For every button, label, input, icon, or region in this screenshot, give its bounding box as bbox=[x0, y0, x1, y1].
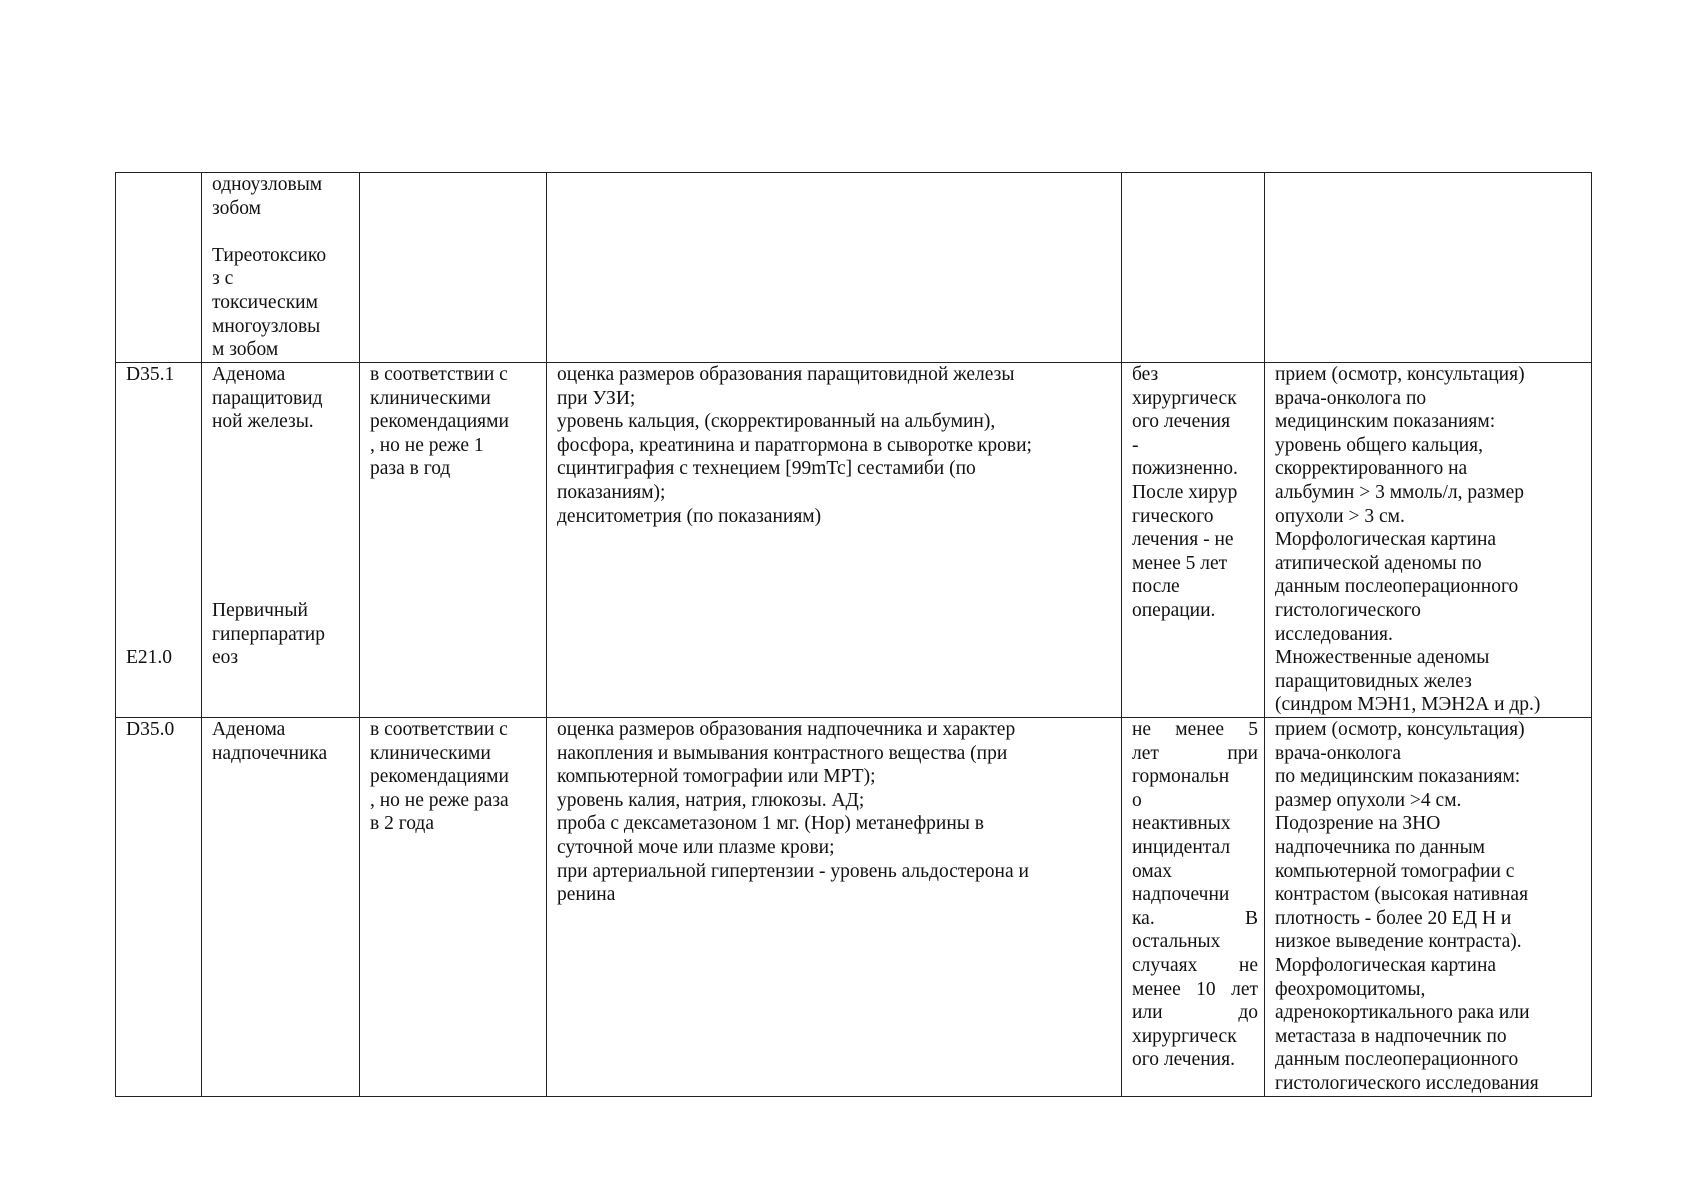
text-line: (синдром МЭН1, МЭН2А и др.) bbox=[1275, 694, 1541, 716]
frequency-text bbox=[370, 363, 540, 481]
text-line: Первичный bbox=[212, 600, 308, 621]
text-line: рекомендациями bbox=[370, 411, 509, 433]
exam-cell bbox=[547, 173, 1122, 363]
diagnosis-text bbox=[212, 718, 353, 765]
duration-text bbox=[1132, 718, 1258, 1072]
text-line: лечения - не bbox=[1132, 529, 1234, 551]
diagnosis-text bbox=[212, 363, 353, 434]
text-line: менее 5 лет bbox=[1132, 552, 1228, 574]
text-line: , но не реже 1 bbox=[370, 434, 484, 456]
referral-cell bbox=[1265, 173, 1592, 363]
code-cell bbox=[116, 718, 202, 1097]
icd-code: D35.0 bbox=[126, 719, 175, 740]
text-line: Морфологическая картина bbox=[1275, 529, 1497, 551]
duration-cell bbox=[1122, 173, 1265, 363]
text-line: суточной моче или плазме крови; bbox=[557, 836, 835, 858]
text-line: в соответствии с bbox=[370, 719, 508, 740]
diagnosis-text bbox=[212, 599, 325, 670]
text-line: операции. bbox=[1132, 599, 1216, 621]
text-line: многоузловы bbox=[212, 315, 321, 337]
text-line: клиническими bbox=[370, 742, 491, 764]
text-line: ной железы. bbox=[212, 411, 314, 433]
text-line: остальных bbox=[1132, 931, 1221, 953]
text-line: компьютерной томографии или МРТ); bbox=[557, 766, 876, 788]
text-line: инцидентал bbox=[1132, 836, 1231, 858]
text-line: токсическим bbox=[212, 291, 318, 313]
text-line: при артериальной гипертензии - уровень альдостерона и bbox=[557, 860, 1029, 882]
text-line: одноузловым bbox=[212, 174, 323, 195]
text-line: данным послеоперационного bbox=[1275, 576, 1519, 598]
text-line: компьютерной томографии с bbox=[1275, 860, 1515, 882]
code-cell bbox=[116, 363, 202, 718]
duration-cell bbox=[1122, 718, 1265, 1097]
diagnosis-cell bbox=[202, 363, 360, 718]
text-line: Аденома bbox=[212, 719, 286, 740]
referral-text bbox=[1275, 363, 1585, 717]
text-line: опухоли > 3 см. bbox=[1275, 505, 1405, 527]
text-line: прием (осмотр, консультация) bbox=[1275, 364, 1525, 385]
text-line: гистологического bbox=[1275, 599, 1421, 621]
text-line: адренокортикального рака или bbox=[1275, 1002, 1530, 1024]
text-line: паращитовидных желез bbox=[1275, 670, 1472, 692]
text-line: ка. В bbox=[1132, 907, 1258, 929]
clinical-observation-table bbox=[115, 172, 1592, 1097]
text-line: - bbox=[1132, 434, 1139, 456]
text-line: о bbox=[1132, 789, 1142, 811]
text-line: з с bbox=[212, 268, 234, 290]
frequency-cell bbox=[360, 363, 547, 718]
text-line: еоз bbox=[212, 647, 239, 669]
text-line: плотность - более 20 ЕД Н и bbox=[1275, 907, 1512, 929]
text-line: ого лечения bbox=[1132, 411, 1231, 433]
text-line: оценка размеров образования паращитовидной железы bbox=[557, 364, 1015, 385]
text-line: медицинским показаниям: bbox=[1275, 411, 1496, 433]
text-line: паращитовид bbox=[212, 387, 323, 409]
text-line: после bbox=[1132, 576, 1180, 598]
text-line: надпочечника bbox=[212, 742, 328, 764]
diagnosis-cell bbox=[202, 718, 360, 1097]
text-line: атипической аденомы по bbox=[1275, 552, 1482, 574]
text-line: Аденома bbox=[212, 364, 286, 385]
frequency-cell bbox=[360, 718, 547, 1097]
text-line: м зобом bbox=[212, 339, 279, 361]
text-line: размер опухоли >4 см. bbox=[1275, 789, 1462, 811]
text-line bbox=[212, 220, 353, 244]
text-line: раза в год bbox=[370, 458, 451, 480]
text-line: гического bbox=[1132, 505, 1214, 527]
text-line: альбумин > 3 ммоль/л, размер bbox=[1275, 481, 1524, 503]
diagnosis-text bbox=[212, 173, 353, 362]
text-line: , но не реже раза bbox=[370, 789, 509, 811]
text-line: врача-онколога по bbox=[1275, 387, 1427, 409]
text-line: гиперпаратир bbox=[212, 623, 325, 645]
text-line: пожизненно. bbox=[1132, 458, 1238, 480]
text-line: уровень общего кальция, bbox=[1275, 434, 1484, 456]
duration-cell bbox=[1122, 363, 1265, 718]
text-line: по медицинским показаниям: bbox=[1275, 766, 1521, 788]
exam-cell bbox=[547, 718, 1122, 1097]
text-line: Тиреотоксико bbox=[212, 244, 327, 266]
text-line: ого лечения. bbox=[1132, 1049, 1235, 1071]
duration-text bbox=[1132, 363, 1258, 623]
text-line: оценка размеров образования надпочечника и характер bbox=[557, 719, 1016, 740]
text-line: рекомендациями bbox=[370, 766, 509, 788]
text-line: в 2 года bbox=[370, 813, 434, 835]
frequency-text bbox=[370, 718, 540, 836]
text-line: хирургическ bbox=[1132, 1025, 1237, 1047]
table-row bbox=[116, 173, 1592, 363]
text-line: зобом bbox=[212, 197, 261, 219]
table-row bbox=[116, 718, 1592, 1097]
text-line: данным послеоперационного bbox=[1275, 1049, 1519, 1071]
diagnosis-cell bbox=[202, 173, 360, 363]
text-line: денситометрия (по показаниям) bbox=[557, 505, 822, 527]
text-line: фосфора, креатинина и паратгормона в сыворотке крови; bbox=[557, 434, 1032, 456]
text-line: исследования. bbox=[1275, 623, 1393, 645]
text-line: хирургическ bbox=[1132, 387, 1237, 409]
frequency-cell bbox=[360, 173, 547, 363]
text-line: в соответствии с bbox=[370, 364, 508, 385]
table-row bbox=[116, 363, 1592, 718]
code-cell bbox=[116, 173, 202, 363]
referral-text bbox=[1275, 718, 1585, 1096]
text-line: неактивных bbox=[1132, 813, 1231, 835]
text-line: надпочечни bbox=[1132, 884, 1230, 906]
text-line: надпочечника по данным bbox=[1275, 836, 1486, 858]
icd-code: D35.1 bbox=[126, 364, 175, 385]
text-line: контрастом (высокая нативная bbox=[1275, 884, 1529, 906]
text-line: показаниям); bbox=[557, 481, 666, 503]
text-line: прием (осмотр, консультация) bbox=[1275, 719, 1525, 740]
exam-text bbox=[557, 363, 1115, 528]
text-line: менее 10 лет bbox=[1132, 978, 1258, 1000]
text-line: феохромоцитомы, bbox=[1275, 978, 1426, 1000]
text-line: или до bbox=[1132, 1002, 1258, 1024]
text-line: Подозрение на ЗНО bbox=[1275, 813, 1441, 835]
text-line: ренина bbox=[557, 884, 616, 906]
referral-cell bbox=[1265, 363, 1592, 718]
text-line: После хирур bbox=[1132, 481, 1238, 503]
exam-cell bbox=[547, 363, 1122, 718]
text-line: метастаза в надпочечник по bbox=[1275, 1025, 1507, 1047]
text-line: при УЗИ; bbox=[557, 387, 636, 409]
text-line: уровень калия, натрия, глюкозы. АД; bbox=[557, 789, 865, 811]
text-line: без bbox=[1132, 364, 1159, 385]
text-line: клиническими bbox=[370, 387, 491, 409]
text-line: лет при bbox=[1132, 742, 1258, 764]
exam-text bbox=[557, 718, 1115, 907]
text-line: не менее 5 bbox=[1132, 719, 1258, 740]
icd-code: E21.0 bbox=[126, 647, 173, 668]
text-line: Морфологическая картина bbox=[1275, 954, 1497, 976]
referral-cell bbox=[1265, 718, 1592, 1097]
text-line: гистологического исследования bbox=[1275, 1072, 1539, 1094]
text-line: уровень кальция, (скорректированный на альбумин), bbox=[557, 411, 996, 433]
text-line: омах bbox=[1132, 860, 1172, 882]
text-line: сцинтиграфия с технецием [99mTc] сестамиби (по bbox=[557, 458, 976, 480]
text-line: гормональн bbox=[1132, 766, 1230, 788]
text-line: скорректированного на bbox=[1275, 458, 1468, 480]
text-line: случаях не bbox=[1132, 954, 1258, 976]
text-line: накопления и вымывания контрастного вещества (при bbox=[557, 742, 1008, 764]
text-line: низкое выведение контраста). bbox=[1275, 931, 1522, 953]
text-line: Множественные аденомы bbox=[1275, 647, 1490, 669]
text-line: проба с дексаметазоном 1 мг. (Нор) метанефрины в bbox=[557, 813, 984, 835]
text-line: врача-онколога bbox=[1275, 742, 1402, 764]
